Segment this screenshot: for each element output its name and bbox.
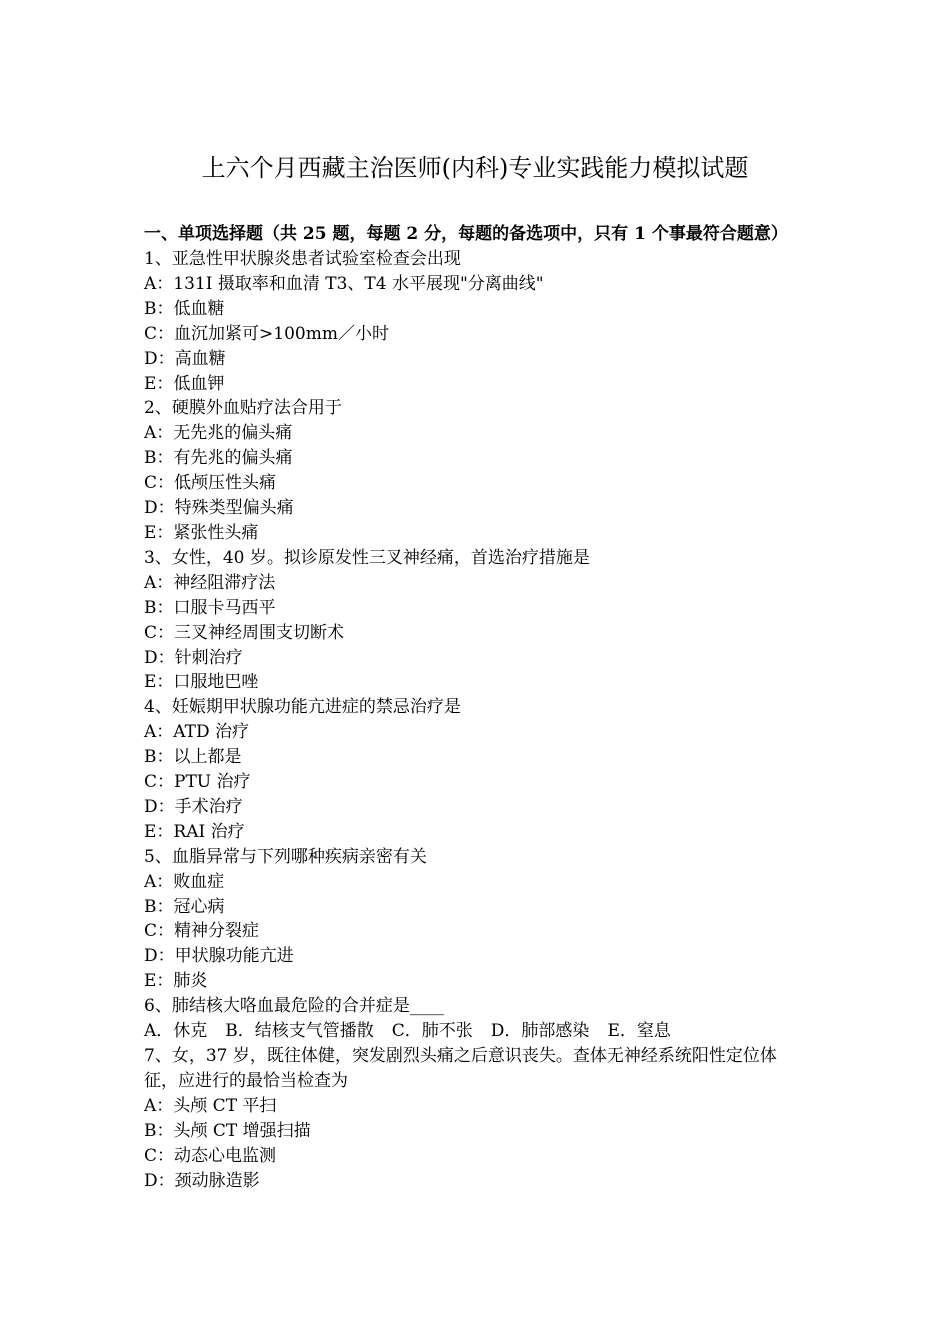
option-c: C：三叉神经周围支切断术: [144, 622, 345, 643]
option-e: E：RAI 治疗: [144, 821, 245, 842]
option-a: A：败血症: [144, 871, 225, 892]
option-e: E：肺炎: [144, 971, 208, 992]
question-stem: 6、肺结核大咯血最危险的合并症是____: [144, 996, 444, 1017]
inline-options: [144, 1019, 809, 1044]
option-d: D．肺部感染: [490, 1021, 590, 1042]
option-d: D：高血糖: [144, 348, 226, 369]
option-a: A：131I 摄取率和血清 T3、T4 水平展现"分离曲线": [144, 273, 544, 294]
question-stem: 7、女，37 岁，既往体健，突发剧烈头痛之后意识丧失。查体无神经系统阳性定位体征，应进行的最恰当检查为: [144, 1046, 777, 1091]
section-heading: 一、单项选择题（共 25 题，每题 2 分，每题的备选项中，只有 1 个事最符合题意）: [144, 224, 788, 244]
question-5: [144, 845, 809, 994]
option-c: C：血沉加紧可>100mm／小时: [144, 323, 389, 344]
option-b: B：有先兆的偏头痛: [144, 448, 293, 469]
option-b: B：冠心病: [144, 896, 225, 917]
question-4: [144, 695, 809, 844]
question-6: [144, 994, 809, 1044]
option-a: A：头颅 CT 平扫: [144, 1095, 277, 1116]
question-stem: 1、亚急性甲状腺炎患者试验室检查会出现: [144, 249, 461, 269]
page-title: 上六个月西藏主治医师(内科)专业实践能力模拟试题: [201, 154, 749, 182]
option-d: D：颈动脉造影: [144, 1170, 260, 1191]
option-e: E：低血钾: [144, 373, 225, 394]
option-c: C：低颅压性头痛: [144, 473, 277, 494]
question-stem: 4、妊娠期甲状腺功能亢进症的禁忌治疗是: [144, 697, 461, 718]
question-3: [144, 546, 809, 695]
option-d: D：针刺治疗: [144, 647, 243, 668]
option-c: C．肺不张: [391, 1021, 473, 1042]
question-7: [144, 1044, 809, 1193]
option-d: D：甲状腺功能亢进: [144, 946, 294, 967]
option-a: A：无先兆的偏头痛: [144, 423, 293, 444]
question-stem: 5、血脂异常与下列哪种疾病亲密有关: [144, 846, 427, 867]
option-a: A：ATD 治疗: [144, 722, 249, 743]
option-b: B．结核支气管播散: [225, 1021, 374, 1042]
option-e: E：紧张性头痛: [144, 522, 259, 543]
question-stem: 2、硬膜外血贴疗法合用于: [144, 398, 342, 419]
option-c: C：精神分裂症: [144, 921, 260, 942]
option-b: B：口服卡马西平: [144, 597, 276, 618]
option-b: B：头颅 CT 增强扫描: [144, 1120, 311, 1141]
option-a: A：神经阻滞疗法: [144, 572, 276, 593]
option-d: D：手术治疗: [144, 796, 243, 817]
option-c: C：动态心电监测: [144, 1145, 277, 1166]
option-d: D：特殊类型偏头痛: [144, 498, 294, 519]
option-b: B：以上都是: [144, 747, 242, 768]
option-b: B：低血糖: [144, 298, 225, 319]
question-stem: 3、女性，40 岁。拟诊原发性三叉神经痛，首选治疗措施是: [144, 547, 590, 568]
document-body: [144, 222, 809, 1193]
option-e: E．窒息: [607, 1021, 671, 1042]
option-a: A．休克: [144, 1021, 208, 1042]
option-e: E：口服地巴唑: [144, 672, 259, 693]
question-2: [144, 396, 809, 545]
option-c: C：PTU 治疗: [144, 772, 251, 793]
question-1: [144, 247, 809, 396]
